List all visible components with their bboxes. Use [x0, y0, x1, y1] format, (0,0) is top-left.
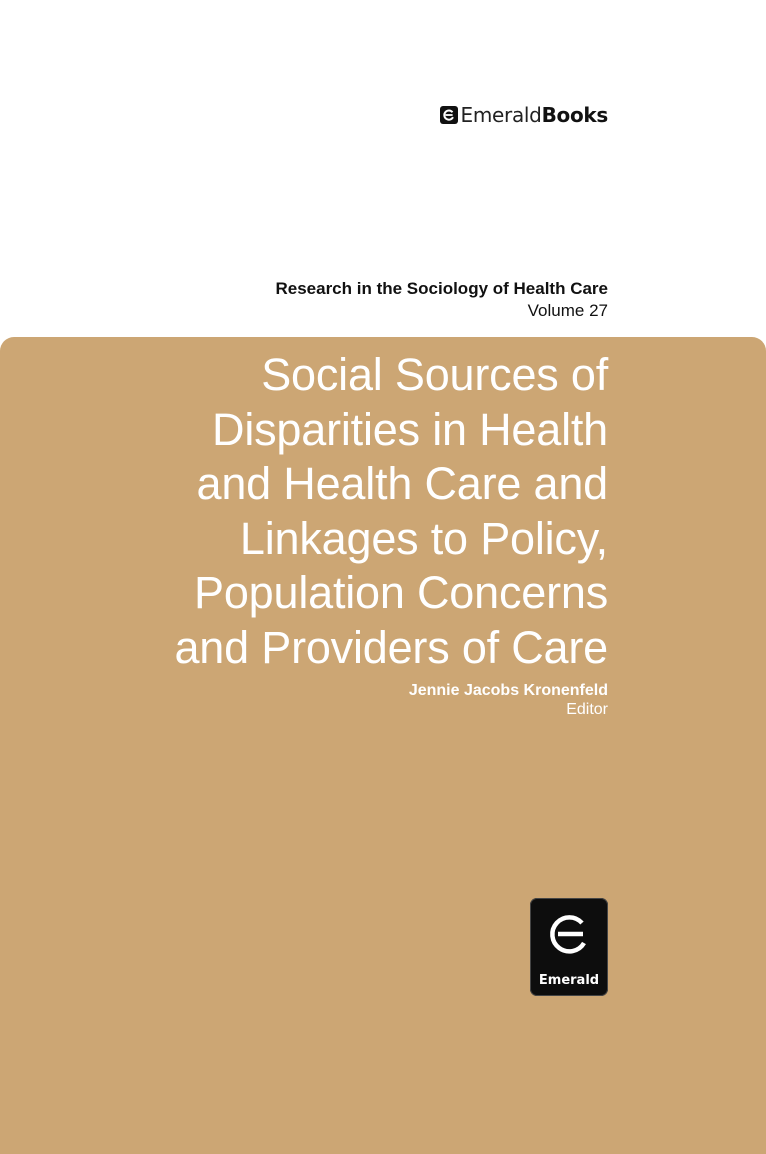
series-info [275, 278, 608, 322]
publisher-logo [440, 103, 609, 127]
series-title: Research in the Sociology of Health Care [275, 279, 608, 298]
book-title-line: Disparities in Health [212, 403, 608, 455]
book-title-line: Linkages to Policy, [239, 512, 608, 564]
book-title [48, 348, 608, 675]
editor-name: Jennie Jacobs Kronenfeld [408, 682, 608, 699]
editor-role: Editor [566, 701, 608, 718]
book-title-line: Social Sources of [261, 349, 608, 400]
emerald-badge [530, 898, 608, 996]
book-title-line: Population Concerns [194, 567, 608, 618]
emerald-e-logo-icon [544, 909, 594, 959]
emerald-mini-logo-icon [440, 106, 458, 124]
publisher-logo-suffix: Books [541, 103, 608, 127]
book-title-line: and Health Care and [196, 458, 608, 509]
publisher-logo-prefix: Emerald [460, 103, 542, 127]
editor-block [409, 681, 608, 719]
series-volume: Volume 27 [527, 301, 608, 320]
book-title-line: and Providers of Care [174, 621, 608, 673]
badge-label: Emerald [538, 973, 600, 988]
